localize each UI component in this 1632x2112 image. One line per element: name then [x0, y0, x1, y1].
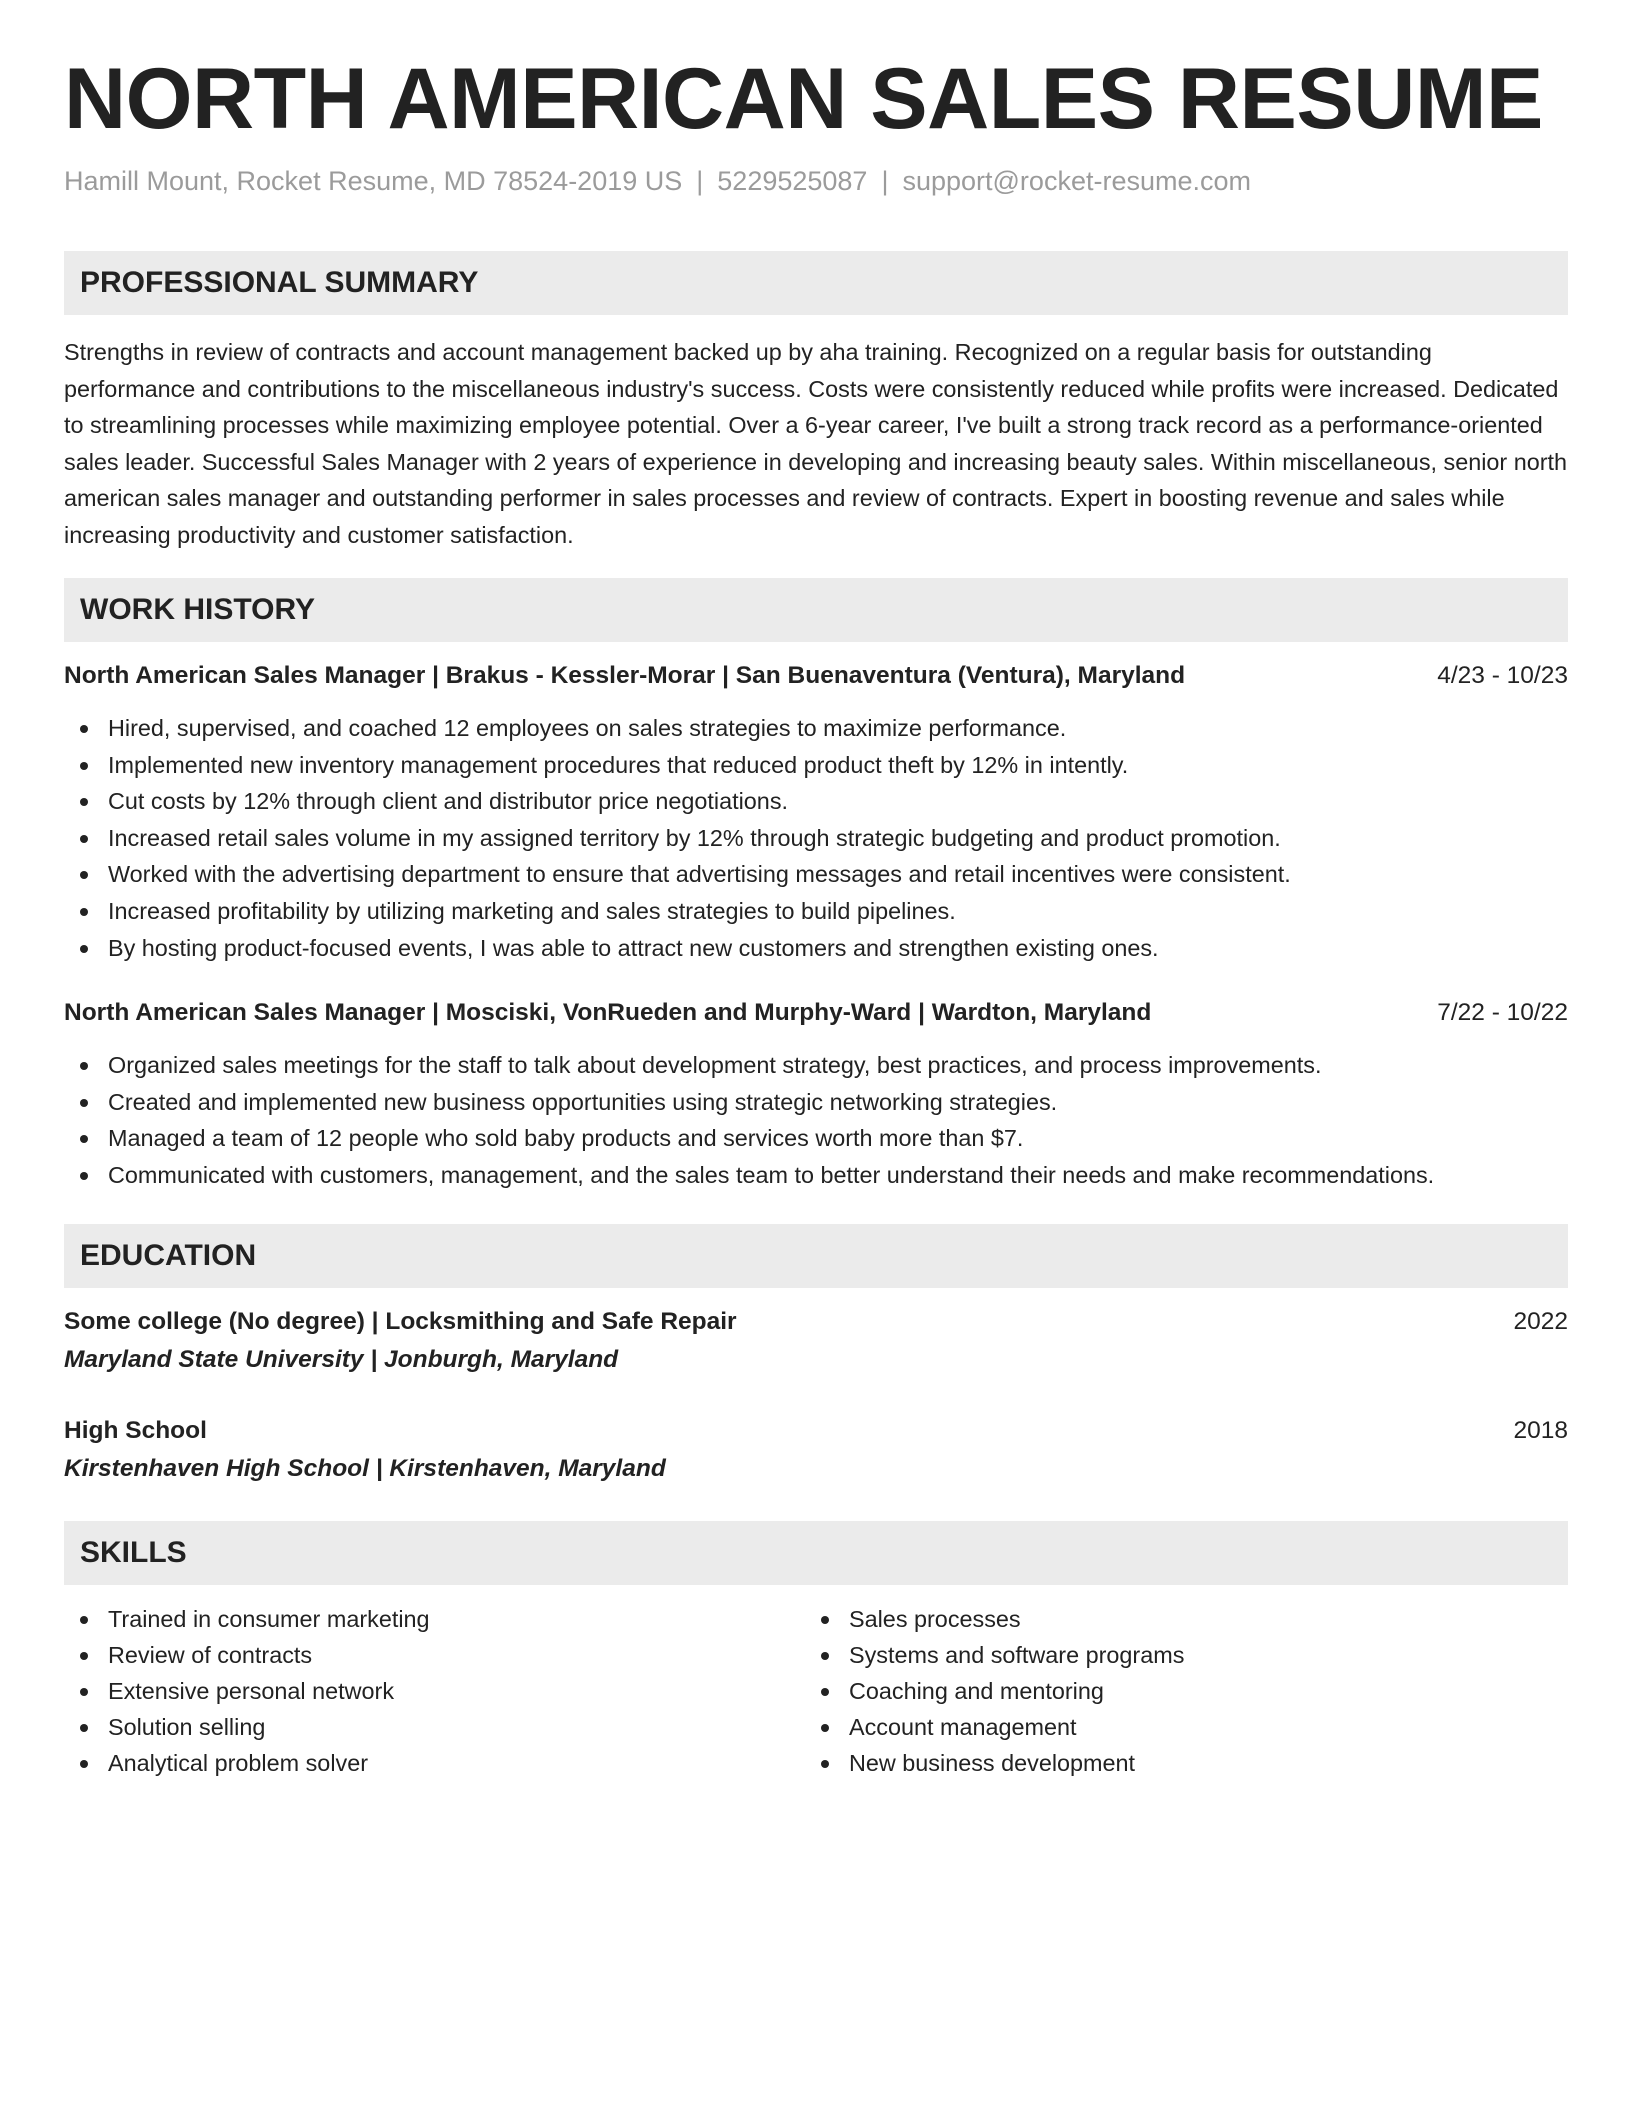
job-dates: 4/23 - 10/23 — [1437, 662, 1568, 689]
list-item: Cut costs by 12% through client and distributor price negotiations. — [64, 783, 1568, 820]
list-item: Analytical problem solver — [64, 1745, 764, 1781]
section-heading-skills: SKILLS — [64, 1521, 1568, 1585]
list-item: Worked with the advertising department to ensure that advertising messages and retail incentives were consistent. — [64, 856, 1568, 893]
job-bullets — [64, 710, 1568, 966]
list-item: Organized sales meetings for the staff to talk about development strategy, best practices, and process improvements. — [64, 1047, 1568, 1084]
list-item: Extensive personal network — [64, 1673, 764, 1709]
section-heading-work-history: WORK HISTORY — [64, 578, 1568, 642]
education-header — [64, 1305, 1568, 1339]
skills-list-left — [64, 1601, 764, 1781]
education-year: 2018 — [1513, 1417, 1568, 1444]
separator: | — [881, 166, 889, 196]
section-heading-education: EDUCATION — [64, 1224, 1568, 1288]
job-title: North American Sales Manager | Brakus - Kessler-Morar | San Buenaventura (Ventura), Maryland — [64, 662, 1186, 689]
list-item: Increased retail sales volume in my assigned territory by 12% through strategic budgeting and product promotion. — [64, 820, 1568, 857]
contact-line — [64, 166, 1251, 197]
education-year: 2022 — [1513, 1308, 1568, 1335]
list-item: Communicated with customers, management, and the sales team to better understand their needs and make recommendations. — [64, 1157, 1568, 1194]
list-item: New business development — [805, 1745, 1505, 1781]
list-item: Trained in consumer marketing — [64, 1601, 764, 1637]
list-item: Sales processes — [805, 1601, 1505, 1637]
resume-title: NORTH AMERICAN SALES RESUME — [64, 51, 1543, 147]
job-bullets — [64, 1047, 1568, 1193]
job-header — [64, 996, 1568, 1030]
list-item: Created and implemented new business opportunities using strategic networking strategies. — [64, 1084, 1568, 1121]
list-item: Account management — [805, 1709, 1505, 1745]
education-header — [64, 1414, 1568, 1448]
list-item: Coaching and mentoring — [805, 1673, 1505, 1709]
summary-text: Strengths in review of contracts and account management backed up by aha training. Recognized on a regular basis for outstanding performance and contributions to the miscellaneous industry's success. Costs were consistently reduced while profits were increased. Dedicated to streamlining processes while maximizing employee potential. Over a 6-year career, I've built a strong track record as a performance-oriented sales leader. Successful Sales Manager with 2 years of experience in developing and increasing beauty sales. Within miscellaneous, senior north american sales manager and outstanding performer in sales processes and review of contracts. Expert in boosting revenue and sales while increasing productivity and customer satisfaction. — [64, 339, 1568, 548]
education-degree: High School — [64, 1417, 207, 1444]
email: support@rocket-resume.com — [902, 166, 1251, 196]
list-item: Managed a team of 12 people who sold baby products and services worth more than $7. — [64, 1120, 1568, 1157]
list-item: Review of contracts — [64, 1637, 764, 1673]
list-item: By hosting product-focused events, I was able to attract new customers and strengthen existing ones. — [64, 930, 1568, 967]
phone: 5229525087 — [717, 166, 868, 196]
skills-list-right — [805, 1601, 1505, 1781]
education-school: Kirstenhaven High School | Kirstenhaven, Maryland — [64, 1455, 666, 1482]
education-degree: Some college (No degree) | Locksmithing and Safe Repair — [64, 1308, 737, 1335]
address: Hamill Mount, Rocket Resume, MD 78524-2019 US — [64, 166, 683, 196]
list-item: Hired, supervised, and coached 12 employees on sales strategies to maximize performance. — [64, 710, 1568, 747]
list-item: Solution selling — [64, 1709, 764, 1745]
section-heading-summary: PROFESSIONAL SUMMARY — [64, 251, 1568, 315]
education-school: Maryland State University | Jonburgh, Maryland — [64, 1346, 619, 1373]
job-header — [64, 659, 1568, 693]
job-dates: 7/22 - 10/22 — [1437, 999, 1568, 1026]
job-title: North American Sales Manager | Mosciski, VonRueden and Murphy-Ward | Wardton, Maryland — [64, 999, 1152, 1026]
list-item: Increased profitability by utilizing marketing and sales strategies to build pipelines. — [64, 893, 1568, 930]
list-item: Systems and software programs — [805, 1637, 1505, 1673]
list-item: Implemented new inventory management procedures that reduced product theft by 12% in intently. — [64, 747, 1568, 784]
separator: | — [696, 166, 704, 196]
